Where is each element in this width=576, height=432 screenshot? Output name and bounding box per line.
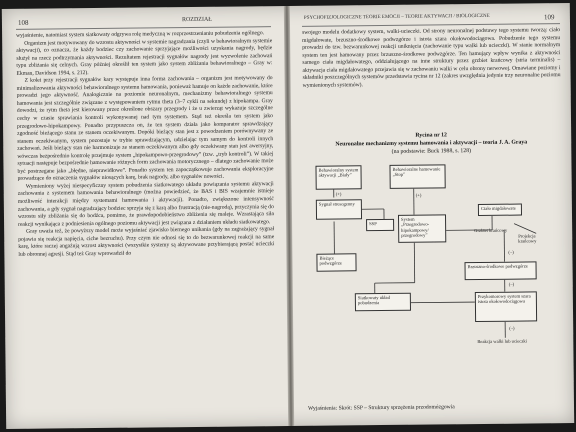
paragraph: Gray uważa też, że powyższy model może wyjaśniać zjawisko biernego unikania (gdy na zagrażający sygnał pojawia się reakcja napięcia, ciche bezruchu). Przy czym nie odnosi się to do bezwarunkowej reakcji na same karę, które raczej angażują wzrost aktywności (wszystkie systemy są aktywowane przybierającą postać ucieczki lub obronnej agresji. Stąd też Gray wprowadził do [18,226,275,258]
figure-number: Rycina nr 12 [415,132,447,139]
gray-theory-diagram [313,161,555,364]
right-body-text [302,27,561,128]
septo-hippocampal-box: System „Przegrodowo-hipokampowy/ przegrodowy” [398,214,446,243]
figure-source: (na podstawie: Buck 1988, s. 128) [391,148,472,155]
stress-signal-box: Sygnał stresogenny [316,199,362,219]
ventromedial-hypothalamus-box: Brzuszno-środkowe podwzgórze [464,261,536,280]
figure-footnote: Wyjaśnienia: Skrót: SSP – Struktury sprzężenia przodomózgowia [307,404,455,412]
left-body-text [16,30,276,425]
plus-sign: (+) [415,192,422,198]
paragraph: swojego modelu dodatkowy system, walki-ucieczki. Od strony neuronalnej podstawy tego systemu tworzą: ciało migdałowate, brzuszno-środkowe podwzgórze i istota szara okołowodociągowa. Pobudzenie tego systemu prowadzi do tzw. bezwarunkowej reakcji uniknięcia (zachowanie typu walki lub ucieczki). W stanie normalnym system ten jest hamowany przez brzuszno-środkowe podwzgórze. Ten hamujący wpływ wynika z aktywności samego ciała migdałowatego, oddziałującego na inne struktury przez grzbiet krańcowy (stria terminalis) – aktywacja ciała migdałowatego przejawia się w zachowaniu walki w celu obrony nerwowej. Omawiane poziomy i składniki poszczególnych systemów przedstawia rycina nr 12 (zakres uwzględnia jedynie trzy neuronalne poziomu wymienionych systemów). [302,27,561,89]
left-page-number: 108 [17,18,29,27]
minus-sign: (–) [508,281,515,287]
right-page-number: 109 [543,13,555,22]
stria-terminalis-label: Grzbiet krańcowy [474,227,508,234]
paragraph: wyjaśnienie, natomiast system siatkowaty odgrywa rolę medyczną w rozprzestrzenianiu pobudzenia ogólnego. [16,30,265,39]
bis-box: Behawioralne hamowanie „Stop” [389,164,445,189]
plus-sign: (+) [335,191,342,197]
paragraph: Wymieniony wyżej niespecyficzny system pobudzenia siatkowatego układu powiązania systemu aktywacji zachowania z systemem hamowania behawioralnego (można powiedzieć, że BAS i BIS wzajemnie istnieje możliwość interakcji między systemami hamowania i aktywacji). Ponadto, zwiększone intensywność zachowania, a gdy sygnał nagradzający bodziec sprzyja się z karą albo frustracją (nie-nagrodą), przyczynia się do wzrostu siły zbliżania się do bodźca, pomimo, że prawdopodobieństwo zbliżenia się maleje. Wzrastająca siła reakcji wynikająca z podniesienia ogólnego poziomu aktywacji jest związana z działaniem układu siatkowatego. [17,181,275,228]
right-page [290,3,574,426]
periaqueductal-gray-box: Przykomorowy system szara istota okołowodociągowa [475,291,537,322]
fight-flight-response: Reakcja walki lub ucieczki [477,338,527,345]
left-header-rule [16,26,271,30]
bas-box: Behawioralny system aktywacji „Biały” [315,165,361,189]
minus-sign: (–) [508,249,514,255]
figure-title: Neuronalne mechanizmy systemu hamowania i aktywacji – teoria J. A. Graya [335,139,528,148]
projection-label: Projekcja krańcowy [518,233,537,244]
amygdala-box: Ciało migdałowate [478,204,522,216]
right-running-head: PSYCHOFIZJOLOGICZNE TEORIE EMOCJI – TEORIE AKTYWACJI / BIOLOGICZNE [303,13,490,21]
paragraph: Z kolei przy rejestracji sygnałów kary występuje inna forma zachowania – organizm jest motywowany do minimalizowania aktywności behawioralnego systemu hamowania, ponieważ hamuje on każde zachowanie, które prowadzi jego aktywność. Analogicznie na poziomie neuronalnym, mechanizmy behawioralnego systemu hamowania jest szczególnie związane z występowaniem rytmu theta (3–7 cykli na sekundę) z hipokampa. Gray dowodzi, że rytm theta jest kierowany przez określone obszary przegrody i że u zwierząt wykazuje szczególne cechy w czasie sprawiania kontroli wykonywanej nad tym systemem. Stąd też określa ten system jako przegrodowo-hipokampowy. Ponadto przypuszcza on, że ten system działa jako komparator sprawdzający zgodność bieżącego stanu ze stanem oczekiwanym. Dopóki bieżący stan jest z powodzeniem porównywany ze stanem oczekiwanym, system pozostaje w trybie sprawdzającym, udzielając tym samym do kontroli innych zachowań. Jeśli bieżący stan nie harmonizuje ze stanem oczekiwanym albo gdy oczekiwany stan jest awersyjny, wówczas bezpośrednio kontrolę przejmuje system „hipokampowo-przegrodowy” (tzw. „tryb kontroli”). W takiej sytuacji następuje bezpośrednie hamowanie różnych form zachowania motorycznego – dlatego zachowanie może być postrzegane jako „błędne, nieprawidłowe”. Ponadto system ten zapoczątkowuje zachowania eksploracyjne prowadzące do oznaczenia sygnałów niosących karę, brak nagrody, albo sygnałów nowości. [16,75,274,183]
left-running-head: ROZDZIAŁ [181,16,212,24]
left-page [2,6,288,429]
ssp-box: SSP [366,219,394,231]
reticular-activating-box: Siatkowaty układ pobudzenia [355,293,411,312]
hypothalamus-box: Bieżące podwzgórze [316,253,356,271]
paragraph: Organizm jest motywowany do wzrostu aktywności w systemie nagradzania (czyli w behawioralnym systemie aktywacji), co oznacza, że każdy bodziec czy zachowanie sprzyjające możliwości uzyskania nagrody, będzie służył na rzecz podtrzymania aktywności. Rezultatem rejestracji sygnałów nagrody jest wyzwolenie zachowań typu zbliżania się celnych. Gray później określił ten system jako system zbliżania behawioralnego – Gray w: Ekman, Davidson 1994, s. 212). [16,37,273,77]
minus-sign: (–) [509,325,515,331]
right-header-rule [302,23,560,27]
book-spread [2,3,574,429]
